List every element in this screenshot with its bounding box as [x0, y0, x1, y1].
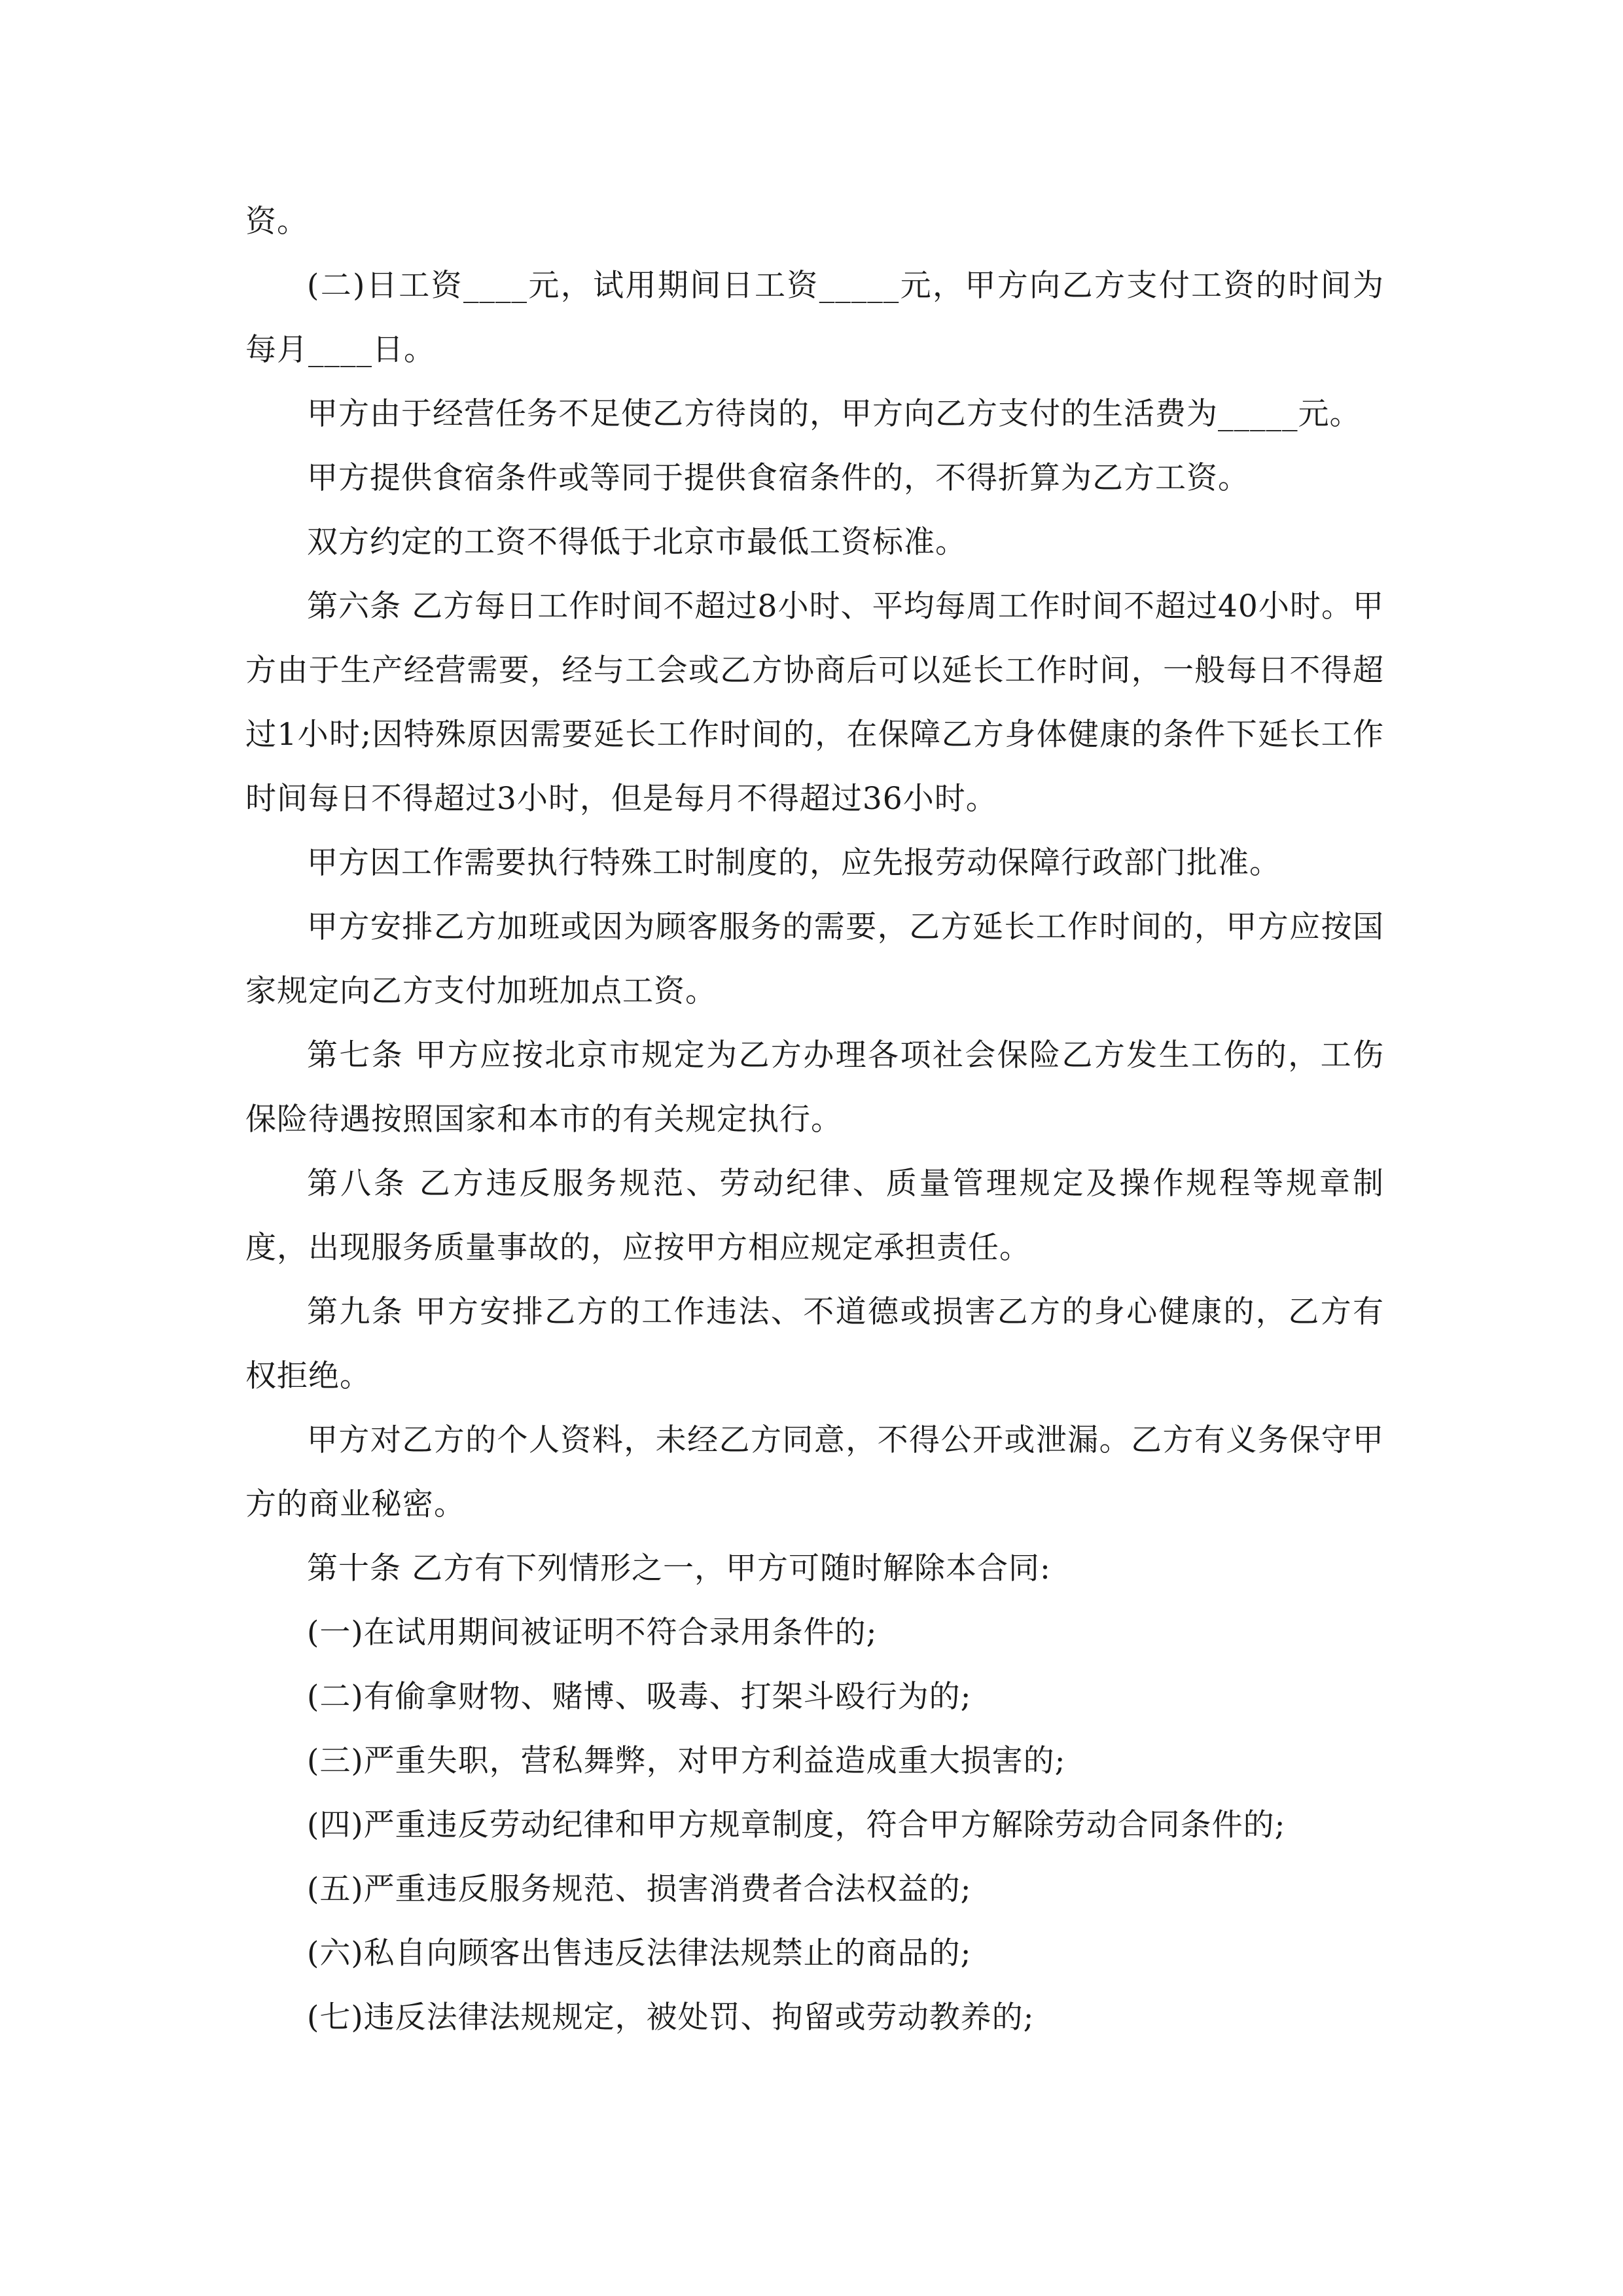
list-item: (六)私自向顾客出售违反法律法规禁止的商品的;: [307, 1935, 972, 1971]
paragraph-special-hours: 甲方因工作需要执行特殊工时制度的，应先报劳动保障行政部门批准。: [307, 845, 1281, 881]
document-body: [245, 190, 1384, 2050]
article-6-working-hours: 第六条 乙方每日工作时间不超过8小时、平均每周工作时间不超过40小时。甲方由于生产经营需要，经与工会或乙方协商后可以延长工作时间，一般每日不得超过1小时;因特殊原因需要延长工作时间的，在保障乙方身体健康的条件下延长工作时间每日不得超过3小时，但是每月不得超过36小时。: [245, 588, 1384, 817]
article-10-termination: 第十条 乙方有下列情形之一，甲方可随时解除本合同:: [307, 1551, 1051, 1587]
paragraph-standby-allowance: 甲方由于经营任务不足使乙方待岗的，甲方向乙方支付的生活费为_____元。: [307, 396, 1361, 432]
article-7-social-insurance: 第七条 甲方应按北京市规定为乙方办理各项社会保险乙方发生工伤的，工伤保险待遇按照国家和本市的有关规定执行。: [245, 1037, 1384, 1138]
list-item: (四)严重违反劳动纪律和甲方规章制度，符合甲方解除劳动合同条件的;: [307, 1807, 1286, 1843]
paragraph-continuation: 资。: [245, 204, 308, 240]
paragraph-room-board: 甲方提供食宿条件或等同于提供食宿条件的，不得折算为乙方工资。: [307, 460, 1249, 496]
list-item: (二)有偷拿财物、赌博、吸毒、打架斗殴行为的;: [307, 1679, 972, 1715]
article-9-right-to-refuse: 第九条 甲方安排乙方的工作违法、不道德或损害乙方的身心健康的，乙方有权拒绝。: [245, 1294, 1384, 1394]
list-item: (七)违反法律法规规定，被处罚、拘留或劳动教养的;: [307, 2000, 1035, 2036]
paragraph-confidentiality: 甲方对乙方的个人资料，未经乙方同意，不得公开或泄漏。乙方有义务保守甲方的商业秘密。: [245, 1422, 1384, 1522]
list-item: (五)严重违反服务规范、损害消费者合法权益的;: [307, 1871, 972, 1907]
paragraph-minimum-wage: 双方约定的工资不得低于北京市最低工资标准。: [307, 524, 967, 560]
paragraph-daily-wage: (二)日工资____元，试用期间日工资_____元，甲方向乙方支付工资的时间为每月____日。: [245, 268, 1384, 368]
list-item: (一)在试用期间被证明不符合录用条件的;: [307, 1615, 878, 1651]
paragraph-overtime-pay: 甲方安排乙方加班或因为顾客服务的需要，乙方延长工作时间的，甲方应按国家规定向乙方支付加班加点工资。: [245, 909, 1384, 1009]
list-item: (三)严重失职，营私舞弊，对甲方利益造成重大损害的;: [307, 1743, 1066, 1779]
article-8-service-rules: 第八条 乙方违反服务规范、劳动纪律、质量管理规定及操作规程等规章制度，出现服务质量事故的，应按甲方相应规定承担责任。: [245, 1166, 1384, 1266]
termination-conditions-list: [245, 1601, 1384, 2050]
